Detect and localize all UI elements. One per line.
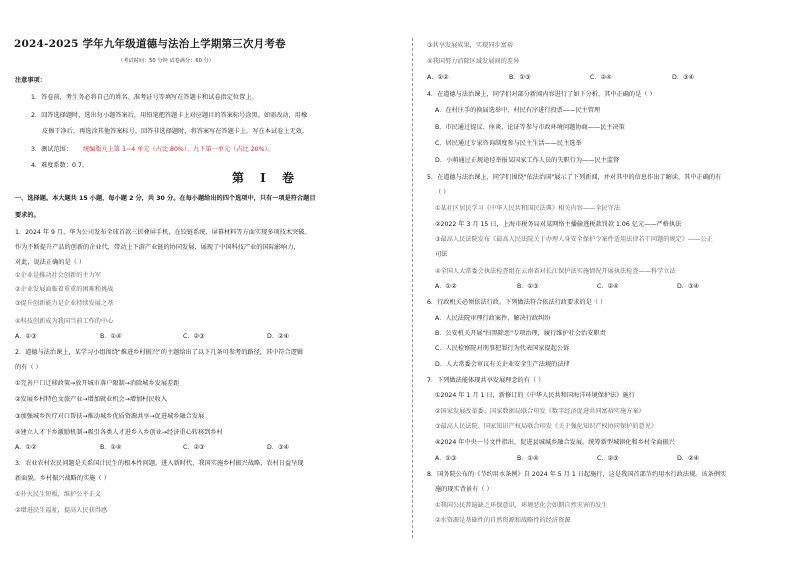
notice-title: 注意事项：: [15, 77, 46, 84]
column-divider: [412, 38, 413, 538]
q4-option: C．居民通过专家咨询制度参与民主生活——民主选举: [435, 140, 582, 147]
question-6: 6．行政机关必须依法行政。下列做法符合依法行政要求的是（ ）: [427, 299, 607, 306]
q5-option: A．①②: [435, 283, 457, 290]
q1-option: D．②④: [267, 333, 290, 340]
question-5: （ ）: [435, 189, 450, 196]
q2-statement: ②发展乡村特色文旅产业→增加就业机会→增加村民收入: [15, 396, 168, 403]
q2-statement: ④建立人才下乡激励机制→吸引各类人才进乡入乡创业→经济重心转移到乡村: [15, 429, 223, 436]
q7-option: D．②④: [677, 455, 700, 462]
q5-statement: ①某社区居民学习《中华人民共和国民法典》相关内容——全民守法: [435, 205, 620, 212]
q7-option: B．①④: [517, 455, 539, 462]
q2-option: A．①②: [15, 444, 37, 451]
q1-option: A．①③: [15, 333, 37, 340]
q1-statement: ③提升创新能力是企业持续发展之基: [15, 300, 114, 307]
q3-statement: ④我国努力消除区域发展间的差异: [427, 58, 520, 65]
q7-statement: ①2024 年 1 月 1 日，新修订的《中华人民共和国海洋环境保护法》施行: [435, 392, 635, 399]
question-7: 7．下列做法能体现共享发展理念的有（ ）: [427, 377, 545, 384]
q2-option: C．②③: [183, 444, 205, 451]
q6-option: A．人民法院审理行政案件，解决行政纠纷: [435, 315, 551, 322]
q4-option: B．市民通过提议、座谈、论证等参与市政环境问题协商——民主决策: [435, 124, 625, 131]
exam-meta: （考试时间：50 分钟 试卷满分：60 分）: [118, 58, 214, 64]
q2-statement: ③加强城乡医疗对口帮扶→推动城乡优质资源共享→促进城乡融合发展: [15, 413, 205, 420]
q5-statement: 司法: [435, 251, 448, 258]
question-2: 2．道德与法治课上，某学习小组围绕"推进乡村振兴"的主题给出了以下几条可参考的路径，其中符合逻辑: [15, 349, 304, 356]
q6-option: D．人大常委会审议有关企业安全生产法规的法律: [435, 361, 570, 368]
q6-option: B．公安机关开展"扫黑除恶"专项治理，履行维护社会治安职责: [435, 330, 606, 337]
question-5: 5．在道德与法治课上，同学们围绕"依法治国"展示了下列新闻，并对其中的信息作出了解读，其中正确的有: [427, 174, 722, 181]
question-1: 作为不断提升产品的创新的企业代，带动上下游产业链的协同发展，展现了中国科技产业的国际影响力，: [15, 244, 300, 251]
q3-statement: ①扑灭民生短板，维护公平正义: [15, 491, 101, 498]
q1-statement: ④科技创新成为我国当前工作的中心: [15, 318, 114, 325]
q7-option: A．①③: [435, 455, 457, 462]
question-3: 新面貌。乡村振兴战略的实施（ ）: [15, 475, 110, 482]
notice-line: 2．回答选择题时，选出每小题答案后，用铅笔把答题卡上对应题目的答案标号涂黑。如需改动，用橡: [31, 112, 308, 119]
q2-option: B．①④: [100, 444, 122, 451]
q2-option: D．③④: [267, 444, 290, 451]
q1-statement: ②企业发展面临着重重的困难和挑战: [15, 286, 114, 293]
section-heading: 第 I 卷: [232, 171, 300, 185]
q2-statement: ①完善户口迁移政策→放开城市落户限制→消除城乡发展差距: [15, 380, 180, 387]
notice-line: 1．答卷前，考生务必将自己的姓名、准考证号等填写在答题卡和试卷指定位置上。: [31, 94, 258, 101]
q5-option: D．③④: [677, 283, 700, 290]
q7-statement: ④2024 年中央一号文件指出，促进县城城乡融合发展，统筹新型城镇化和乡村全面振兴: [435, 439, 675, 446]
q3-option: A．①②: [427, 74, 449, 81]
q8-statement: ②水资源是基础性的自然资源和战略性的经济资源: [435, 517, 571, 524]
notice-line: 3．测试范围：: [31, 146, 73, 153]
section-intro: 要求的。: [15, 212, 40, 219]
q5-option: C．②④: [597, 283, 619, 290]
section-intro: 一、选择题。本大题共 15 小题，每小题 2 分，共 30 分。在每小题给出的四个选项中，只有一项是符合题目: [15, 195, 316, 202]
q3-statement: ③共享发展成果，实现同步富裕: [427, 42, 513, 49]
question-8: 8．国务院公布的《节约用水条例》自 2024 年 5 月 1 日起施行，这是我国首部节约用水行政法规。该条例实: [427, 471, 727, 478]
q6-option: C．人民检察院对刑事犯罪行为代表国家提起公诉: [435, 345, 570, 352]
question-8: 施的现实背景有（ ）: [435, 486, 493, 493]
question-1: 1．2024 年 9 月，华为公司发布全球首款三折叠屏手机，在铰链系统、屏幕材料等方面实现多项技术突破。: [15, 229, 311, 236]
question-1: 对此，说法正确的是（ ）: [15, 259, 86, 266]
q5-statement: ②2022 年 3 月 15 日，上海市税务局对某网络主播偷逃税款罚款 1.06 亿元——严格执法: [435, 221, 682, 228]
q5-statement: ③最高人民法院发布《最高人民法院关于办理人身安全保护令案件适用法律若干问题的规定》——公正: [435, 236, 713, 243]
q1-option: C．②③: [183, 333, 205, 340]
q7-statement: ②国家发展改革委、国家数据局联合印发《数字经济促进共同富裕实施方案》: [435, 408, 645, 415]
q5-option: B．①③: [517, 283, 539, 290]
q7-option: C．②③: [597, 455, 619, 462]
q4-option: D．小萌通过正规途径举报某国家工作人员的失职行为——民主监督: [435, 157, 620, 164]
q1-option: B．①④: [100, 333, 122, 340]
q3-option: C．②④: [590, 74, 612, 81]
q4-option: A．在村庄手的换届选举中，村民有序进行投票——民主管理: [435, 107, 601, 114]
exam-title: 2024-2025 学年九年级道德与法治上学期第三次月考卷: [14, 38, 286, 50]
q3-option: D．③④: [672, 74, 695, 81]
question-3: 3．农业农村农民问题是关系国计民生的根本性问题。进入新时代，我国实施乡村振兴战略，农村日益呈现: [15, 460, 304, 467]
question-2: 的有（ ）: [15, 364, 42, 371]
q3-option: B．①③: [509, 74, 531, 81]
q7-statement: ③最高人民法院、国家知识产权局联合印发《关于强化知识产权协同保护的意见》: [435, 423, 658, 430]
q5-statement: ④全国人大常委会执法检查组在云南省对长江保护法实施情况开展执法检查——科学立法: [435, 268, 676, 275]
q3-statement: ②增进民生福祉，提高人民获得感: [15, 507, 108, 514]
test-scope: 统编版九上第 1~4 单元（占比 80%）、九下第一单元（占比 20%）。: [83, 146, 274, 153]
notice-line: 皮擦干净后，再选涂其他答案标号。回答非选择题时，将答案写在答题卡上。写在本试卷上无效。: [42, 128, 309, 135]
notice-line: 4．难度系数：0.7。: [31, 162, 89, 169]
q8-statement: ①我国公民普遍缺乏环保意识，环境恶化会如期自然灾害的发生: [435, 502, 608, 509]
q1-statement: ①企业是推动社会创新的主力军: [15, 272, 101, 279]
question-4: 4．在道德与法治课上，同学们对部分新闻内容进行了如下分析，其中正确的是（ ）: [427, 91, 656, 98]
